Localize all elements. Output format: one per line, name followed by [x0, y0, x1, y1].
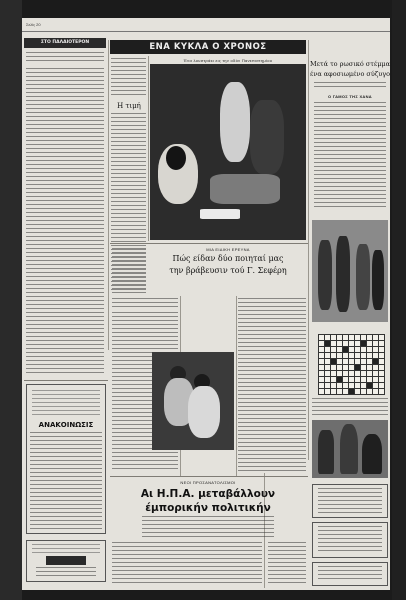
- economy-headline-line1: Αι Η.Π.Α. μεταβάλλουν: [140, 488, 276, 500]
- crossword-grid: [318, 334, 385, 395]
- economy-section-label: ΝΕΟΙ ΠΡΟΣΑΝΑΤΟΛΙΣΜΟΙ: [180, 480, 236, 485]
- column-rule: [236, 296, 237, 476]
- right-article-body: [314, 102, 386, 210]
- column-rule: [148, 56, 149, 241]
- narrow-column-continuation: [112, 248, 146, 294]
- economy-article-body-2: [268, 542, 306, 586]
- narrow-column-heading: Η τιμή: [117, 102, 141, 110]
- survey-section-label: ΜΙΑ ΕΙΔΙΚΗ ΕΡΕΥΝΑ: [206, 247, 250, 252]
- section-rule: [24, 380, 108, 381]
- right-ad-2-text: [318, 526, 382, 554]
- binding-spine: [392, 0, 406, 600]
- right-headline-line2: ένα αφοσιωμένο σύζυγο: [310, 70, 390, 78]
- street-scene-photo: [150, 64, 306, 240]
- section-rule: [110, 476, 308, 477]
- crossword-clues: [312, 398, 388, 418]
- announcement-header-lines: [32, 390, 100, 418]
- announcement-body: [30, 432, 102, 530]
- left-column-heading: ΣΤΟ ΠΑΛΑΙΟΤΕΡΟΝ: [24, 38, 106, 48]
- narrow-column-title: [111, 58, 146, 68]
- page-number: Σελίς 20: [26, 22, 41, 27]
- listing-title: [112, 298, 178, 308]
- survey-headline-line1: Πώς είδαν δύο ποιηταί μας: [172, 254, 284, 263]
- right-headline-line1: Μετά το ρωσικό στέμμα: [310, 60, 390, 68]
- children-photo: [152, 352, 234, 450]
- economy-subheadline: [142, 516, 274, 538]
- advertisement-details: [36, 567, 96, 579]
- advertisement-header-lines: [32, 544, 100, 554]
- right-ad-3-text: [318, 566, 382, 582]
- advertisement-name-block: [46, 556, 86, 565]
- column-rule: [308, 40, 309, 460]
- running-header: [22, 18, 390, 32]
- right-article-subhead: Ο ΓΑΜΟΣ ΤΗΣ ΧΑΝΑ: [327, 94, 372, 99]
- column-rule: [108, 40, 109, 350]
- photo-caption: Ένα λουστράκι εις την οδόν Πανεπιστημίου: [183, 58, 273, 63]
- economy-article-body: [112, 542, 262, 586]
- left-column-body: [26, 68, 104, 376]
- landscape-photo: [312, 420, 388, 478]
- announcement-title: ΑΝΑΚΟΙΝΩΣΙΣ: [38, 421, 94, 429]
- fashion-photo: [312, 220, 388, 322]
- left-article-title: [26, 52, 104, 64]
- economy-headline-line2: έμπορικήν πολιτικήν: [145, 502, 271, 514]
- newspaper-page: [22, 18, 390, 590]
- narrow-column-text: [111, 70, 146, 96]
- survey-headline-line2: την βράβευσιν τού Γ. Σεφέρη: [169, 266, 287, 275]
- section-banner: ΕΝΑ ΚΥΚΛΑ Ο ΧΡΟΝΟΣ: [110, 40, 306, 54]
- right-subheadline: [314, 82, 386, 90]
- right-ad-1-text: [318, 488, 382, 514]
- scan-edge: [0, 0, 22, 600]
- survey-article-body: [238, 298, 306, 474]
- section-rule: [110, 243, 308, 244]
